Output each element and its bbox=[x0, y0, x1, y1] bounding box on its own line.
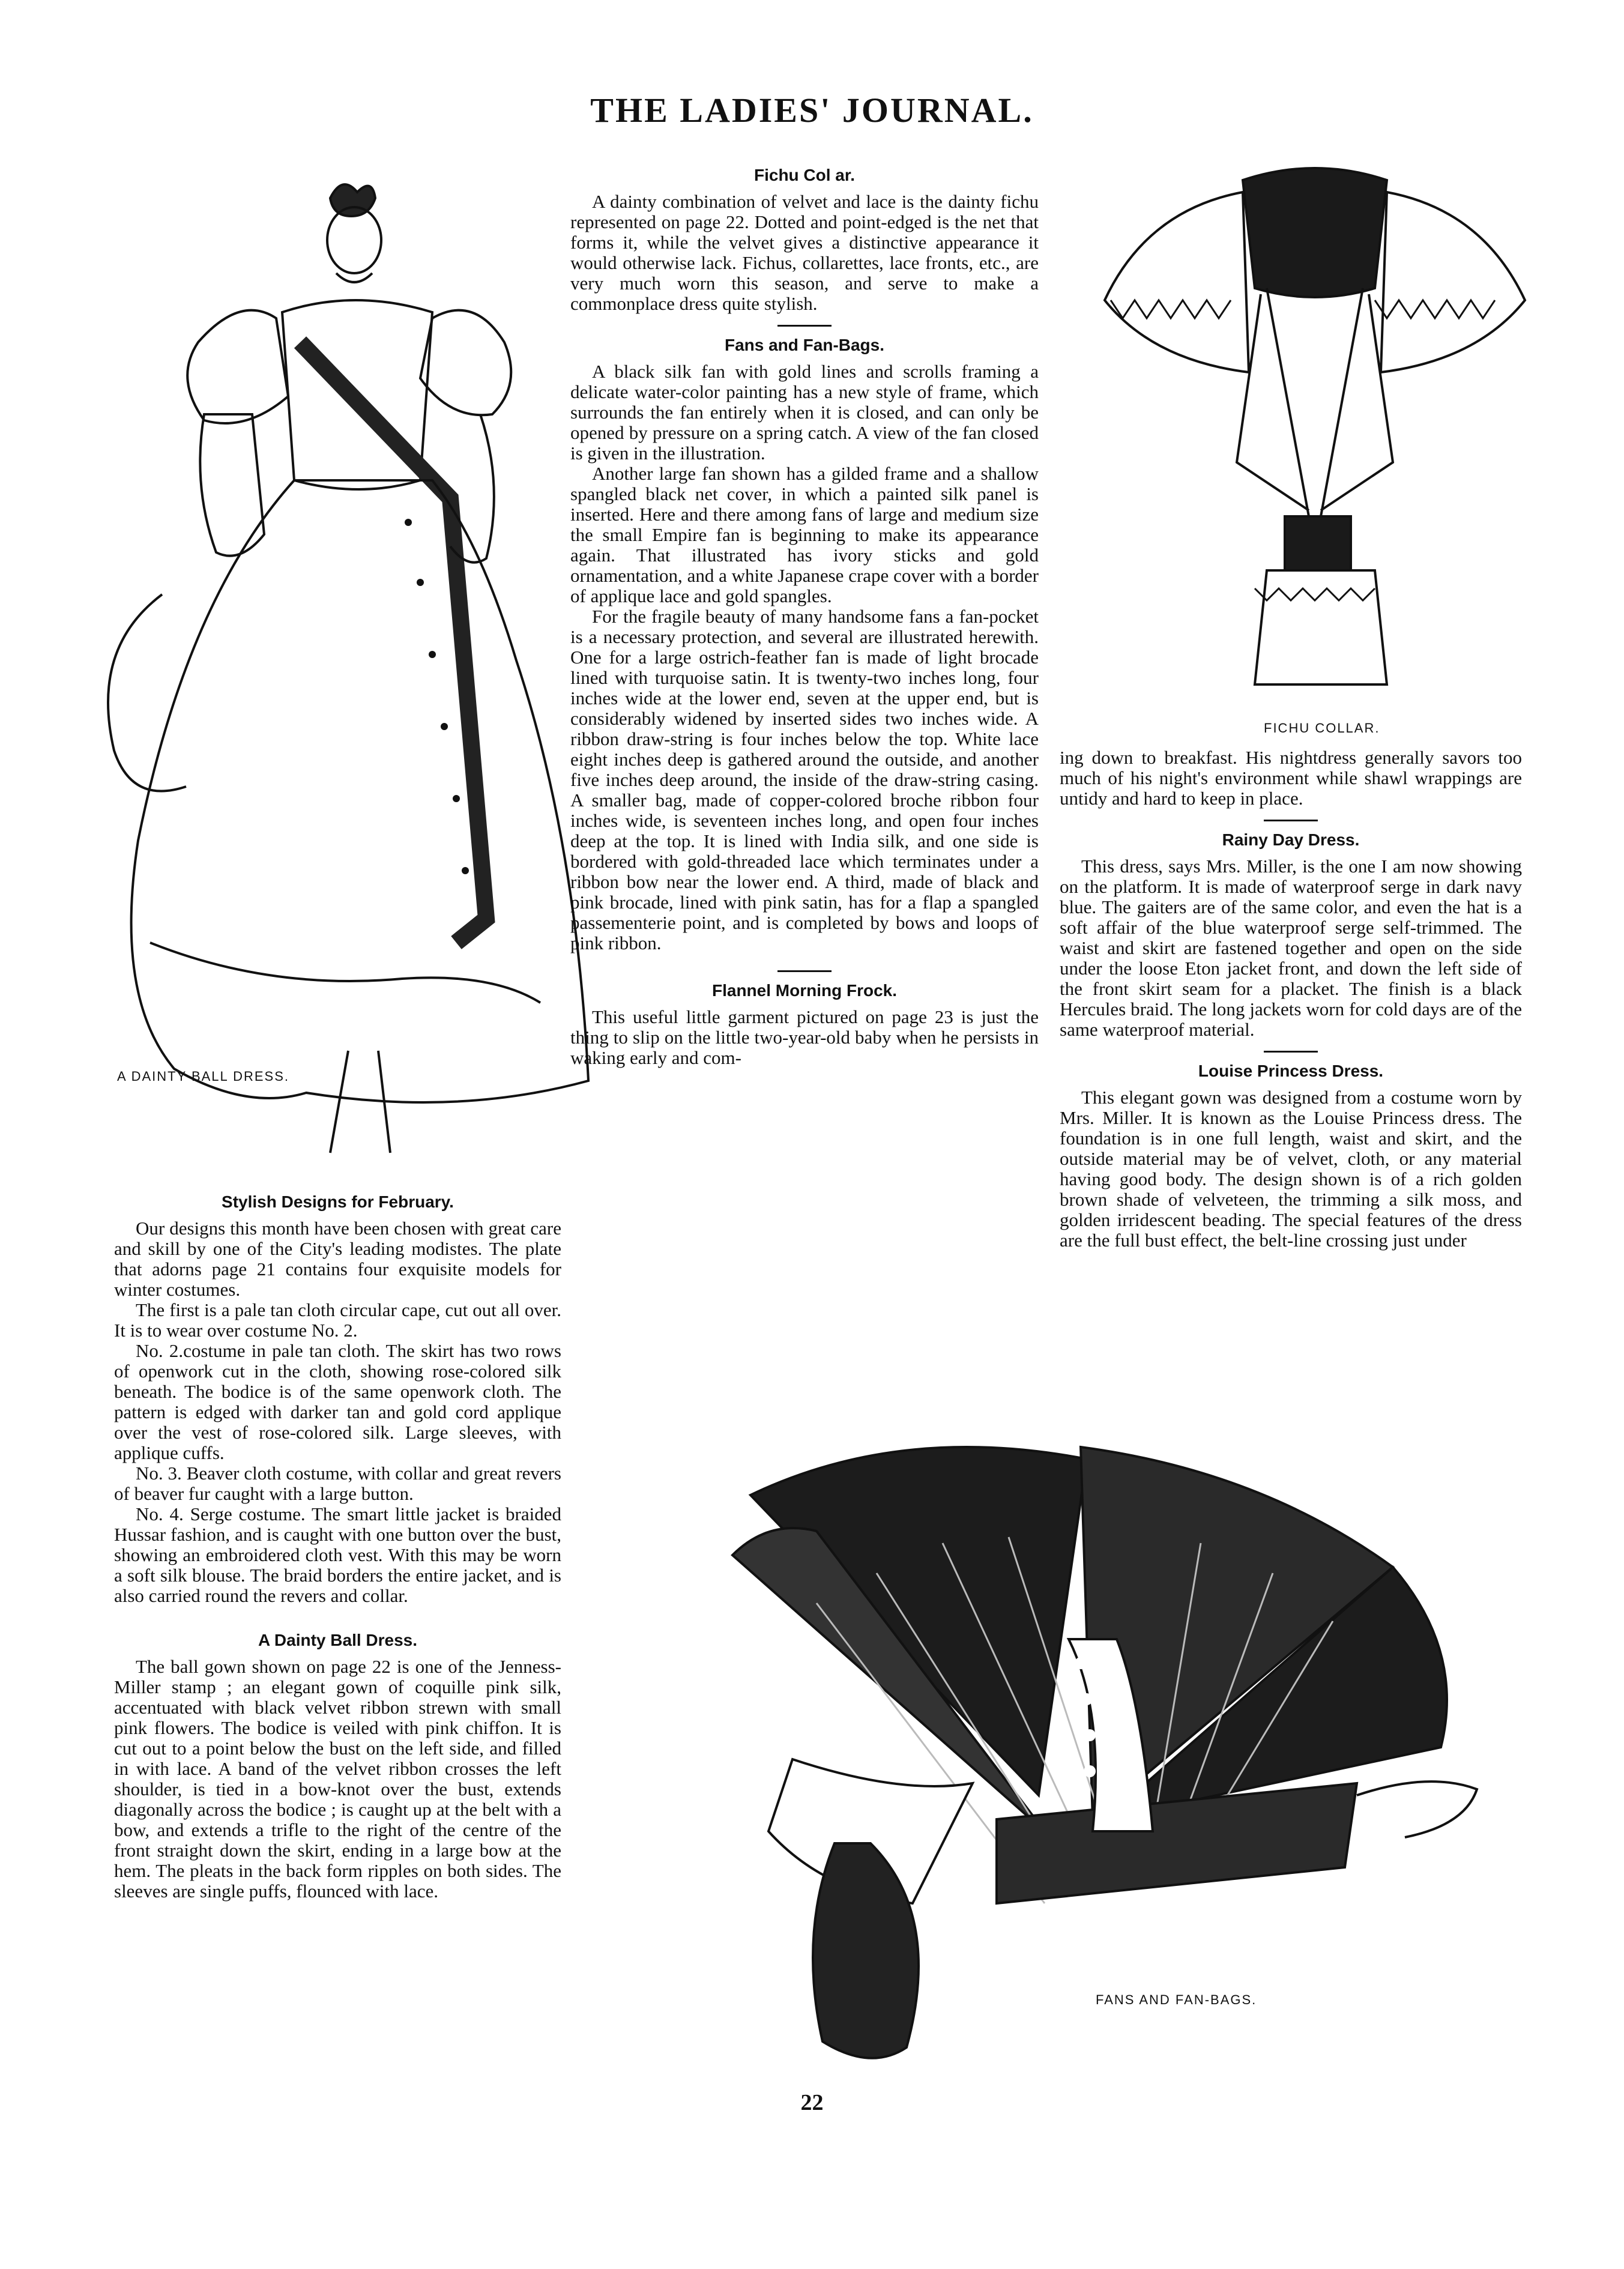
middle-column bbox=[570, 159, 1039, 1068]
paragraph: This dress, says Mrs. Miller, is the one I am now showing on the platform. It is made of waterproof serge in dark navy blue. The gaiters are of the same color, and even the hat is a soft affair of the blue waterproof serge self-trimmed. The waist and skirt are fastened together and open on the side under the loose Eton jacket front, and down the left side of the front skirt seam for a placket. The finish is a black Hercules braid. The long jackets worn for cold days are of the same waterproof material. bbox=[1060, 856, 1522, 1040]
fans-illustration bbox=[660, 1423, 1501, 2083]
paragraph: This useful little garment pictured on page 23 is just the thing to slip on the little two-year-old baby when he persists in waking early and com- bbox=[570, 1006, 1039, 1068]
heading-flannel-frock: Flannel Morning Frock. bbox=[711, 981, 897, 1000]
page-number: 22 bbox=[800, 2090, 824, 2115]
paragraph: The first is a pale tan cloth circular cape, cut out all over. It is to wear over costume No. 2. bbox=[114, 1299, 561, 1341]
paragraph: ing down to breakfast. His nightdress generally savors too much of his night's environment while shawl wrappings are untidy and hard to keep in place. bbox=[1060, 747, 1522, 809]
masthead: THE LADIES' JOURNAL. bbox=[590, 91, 1034, 130]
caption-ball-dress: A DAINTY BALL DRESS. bbox=[117, 1069, 289, 1084]
heading-fichu-collar: Fichu Col ar. bbox=[753, 166, 856, 184]
divider bbox=[777, 325, 832, 327]
paragraph: No. 3. Beaver cloth costume, with collar and great revers of beaver fur caught with a large button. bbox=[114, 1463, 561, 1504]
caption-fichu-collar: FICHU COLLAR. bbox=[1264, 721, 1380, 736]
paragraph: Another large fan shown has a gilded frame and a shallow spangled black net cover, in which a painted silk panel is inserted. Here and there among fans of large and medium size the small Empire fan is beginning to make its appearance again. That illustrated has ivory sticks and gold ornamentation, and a white Japanese crape cover with a border of applique lace and gold spangles. bbox=[570, 463, 1039, 606]
caption-fans: FANS AND FAN-BAGS. bbox=[1096, 1992, 1257, 2007]
heading-dainty-ball-dress: A Dainty Ball Dress. bbox=[258, 1631, 418, 1649]
left-column bbox=[114, 1186, 561, 1902]
heading-louise-princess: Louise Princess Dress. bbox=[1198, 1062, 1384, 1080]
fichu-collar-illustration bbox=[1087, 156, 1555, 696]
paragraph: No. 2.costume in pale tan cloth. The skirt has two rows of openwork cut in the cloth, showing rose-colored silk beneath. The bodice is of the same openwork cloth. The pattern is edged with darker tan and gold cord applique over the vest of rose-colored silk. Large sleeves, with applique cuffs. bbox=[114, 1340, 561, 1463]
divider bbox=[1264, 1051, 1318, 1053]
paragraph: No. 4. Serge costume. The smart little jacket is braided Hussar fashion, and is caught with one button over the bust, showing an embroidered cloth vest. With this may be worn a soft silk blouse. The braid borders the entire jacket, and is also carried round the revers and collar. bbox=[114, 1503, 561, 1606]
heading-stylish-designs: Stylish Designs for February. bbox=[222, 1192, 454, 1211]
right-column bbox=[1060, 748, 1522, 1251]
paragraph: A black silk fan with gold lines and scrolls framing a delicate water-color painting has a new style of frame, which surrounds the fan entirely when it is closed, and can only be opened by pressure on a spring catch. A view of the fan closed is given in the illustration. bbox=[570, 361, 1039, 464]
heading-rainy-day: Rainy Day Dress. bbox=[1222, 830, 1360, 849]
ball-dress-illustration bbox=[96, 162, 594, 1183]
heading-fans: Fans and Fan-Bags. bbox=[724, 336, 885, 354]
divider bbox=[1264, 820, 1318, 821]
paragraph: Our designs this month have been chosen with great care and skill by one of the City's leading modistes. The plate that adorns page 21 contains four exquisite models for winter costumes. bbox=[114, 1218, 561, 1300]
paragraph: For the fragile beauty of many handsome fans a fan-pocket is a necessary protection, and several are illustrated herewith. One for a large ostrich-feather fan is made of light brocade lined with turquoise satin. It is twenty-two inches long, four inches wide at the lower end, seven at the upper end, but is considerably widened by inserted sides two inches wide. A ribbon draw-string is four inches below the top. White lace eight inches deep is gathered around the outside, and another five inches deep around, the inside of the draw-string casing. A smaller bag, made of copper-colored broche ribbon four inches wide, is seventeen inches long, and open four inches deep at the top. It is lined with India silk, and one side is bordered with gold-threaded lace which terminates under a ribbon bow near the lower end. A third, made of black and pink brocade, lined with pink satin, has for a flap a spangled passementerie point, and is completed by bows and loops of pink ribbon. bbox=[570, 606, 1039, 953]
paragraph: The ball gown shown on page 22 is one of the Jenness-Miller stamp ; an elegant gown of coquille pink silk, accentuated with black velvet ribbon strewn with small pink flowers. The bodice is veiled with pink chiffon. It is cut out to a point below the bust on the left side, and filled in with lace. A band of the velvet ribbon crosses the left shoulder, is tied in a bow-knot over the bust, extends diagonally across the bodice ; is caught up at the belt with a bow, and extends a trifle to the right of the centre of the front straight down the skirt, ending in a large bow at the hem. The pleats in the back form ripples on both sides. The sleeves are single puffs, flounced with lace. bbox=[114, 1656, 561, 1902]
divider bbox=[777, 970, 832, 972]
paragraph: This elegant gown was designed from a costume worn by Mrs. Miller. It is known as the Louise Princess dress. The foundation is in one full length, waist and skirt, and the outside material may be of velvet, cloth, or any material having good body. The design shown is of a rich golden brown shade of velveteen, the trimming a silk moss, and golden irridescent beading. The special features of the dress are the full bust effect, the belt-line crossing just under bbox=[1060, 1087, 1522, 1251]
paragraph: A dainty combination of velvet and lace is the dainty fichu represented on page 22. Dotted and point-edged is the net that forms it, while the velvet gives a distinctive appearance it would otherwise lack. Fichus, collarettes, lace fronts, etc., are very much worn this season, and serve to make a commonplace dress quite stylish. bbox=[570, 191, 1039, 314]
